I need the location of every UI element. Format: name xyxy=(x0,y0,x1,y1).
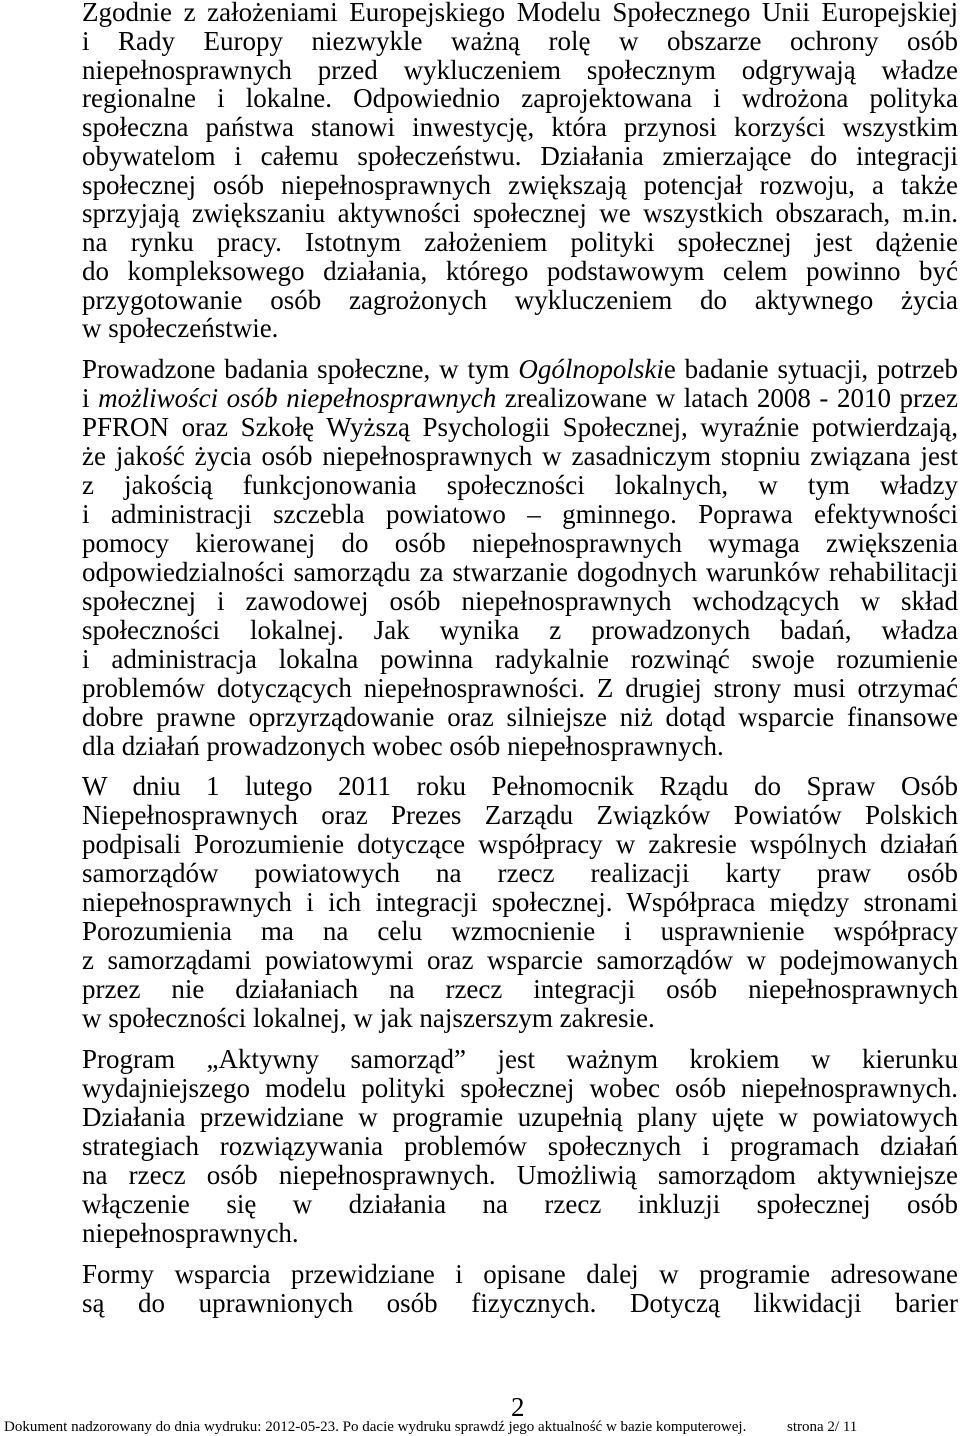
text-line: Porozumienia ma na celu wzmocnienie i usprawnienie współpracy xyxy=(82,916,958,946)
text-line: na rynku pracy. Istotnym założeniem polityki społecznej jest dążenie xyxy=(82,227,958,257)
footer xyxy=(0,1419,960,1436)
text-line: pomocy kierowanej do osób niepełnosprawnych wymaga zwiększenia xyxy=(82,528,958,558)
text-line: niepełnosprawnych przed wykluczeniem społecznym odgrywają władze xyxy=(82,54,958,85)
text-line: dobre prawne oprzyrządowanie oraz silniejsze niż dotąd wsparcie finansowe xyxy=(82,702,958,732)
text-run: e badanie sytuacji, potrzeb xyxy=(663,354,958,384)
text-line: W dniu 1 lutego 2011 roku Pełnomocnik Rządu do Spraw Osób xyxy=(82,771,958,801)
italic-text: Ogólnopolski xyxy=(518,354,664,384)
paragraph xyxy=(82,1260,958,1318)
text-line: społecznej osób niepełnosprawnych zwiększają potencjał rozwoju, a także xyxy=(82,169,958,200)
text-line: Zgodnie z założeniami Europejskiego Modelu Społecznego Unii Europejskiej xyxy=(82,0,958,27)
paragraph xyxy=(82,0,958,343)
paragraph xyxy=(82,772,958,1033)
text-line: dla działań prowadzonych wobec osób niepełnosprawnych. xyxy=(82,731,724,761)
text-run: i xyxy=(82,383,99,413)
text-line: niepełnosprawnych i ich integracji społecznej. Współpraca między stronami xyxy=(82,887,958,917)
text-line xyxy=(82,355,958,384)
text-line: na rzecz osób niepełnosprawnych. Umożliwią samorządom aktywniejsze xyxy=(82,1160,958,1190)
text-line: strategiach rozwiązywania problemów społecznych i programach działań xyxy=(82,1131,958,1161)
text-line: i administracji szczebla powiatowo – gminnego. Poprawa efektywności xyxy=(82,499,958,529)
text-line: do kompleksowego działania, którego podstawowym celem powinno być xyxy=(82,255,958,286)
text-line: przygotowanie osób zagrożonych wykluczeniem do aktywnego życia xyxy=(82,284,958,315)
text-line: i Rady Europy niezwykle ważną rolę w obszarze ochrony osób xyxy=(82,25,958,56)
text-line: wydajniejszego modelu polityki społecznej wobec osób niepełnosprawnych. xyxy=(82,1073,958,1103)
text-line: odpowiedzialności samorządu za stwarzanie dogodnych warunków rehabilitacji xyxy=(82,557,958,587)
footer-notice: Dokument nadzorowany do dnia wydruku: 2012-05-23. Po dacie wydruku sprawdź jego aktualność w bazie komputerowej. xyxy=(4,1419,747,1435)
text-line xyxy=(82,384,958,413)
text-line: Działania przewidziane w programie uzupełnią plany ujęte w powiatowych xyxy=(82,1102,958,1132)
italic-text: możliwości osób niepełnosprawnych xyxy=(98,383,497,413)
paragraph xyxy=(82,355,958,761)
text-line: włączenie się w działania na rzecz inkluzji społecznej osób xyxy=(82,1189,958,1219)
page-number: 2 xyxy=(511,1392,525,1422)
text-line: PFRON oraz Szkołę Wyższą Psychologii Społecznej, wyraźnie potwierdzają, xyxy=(82,412,958,442)
text-line: społeczności lokalnej. Jak wynika z prowadzonych badań, władza xyxy=(82,615,958,645)
text-line: z jakością funkcjonowania społeczności lokalnych, w tym władzy xyxy=(82,470,958,500)
text-line: przez nie działaniach na rzecz integracji osób niepełnosprawnych xyxy=(82,974,958,1004)
text-line: podpisali Porozumienie dotyczące współpracy w zakresie wspólnych działań xyxy=(82,829,958,859)
text-run: Prowadzone badania społeczne, w tym xyxy=(82,354,519,384)
text-line: Niepełnosprawnych oraz Prezes Zarządu Związków Powiatów Polskich xyxy=(82,800,958,830)
text-line: że jakość życia osób niepełnosprawnych w zasadniczym stopniu związana jest xyxy=(82,441,958,471)
text-line: są do uprawnionych osób fizycznych. Dotyczą likwidacji barier xyxy=(82,1288,958,1318)
text-line: w społeczności lokalnej, w jak najszerszym zakresie. xyxy=(82,1003,655,1033)
paragraph xyxy=(82,1045,958,1248)
text-line: samorządów powiatowych na rzecz realizacji karty praw osób xyxy=(82,858,958,888)
text-line: w społeczeństwie. xyxy=(82,313,279,344)
text-line: Program „Aktywny samorząd” jest ważnym krokiem w kierunku xyxy=(82,1044,958,1074)
text-line: obywatelom i całemu społeczeństwu. Działania zmierzające do integracji xyxy=(82,140,958,171)
text-line: regionalne i lokalne. Odpowiednio zaprojektowana i wdrożona polityka xyxy=(82,83,958,114)
text-line: społeczna państwa stanowi inwestycję, która przynosi korzyści wszystkim xyxy=(82,112,958,142)
text-line: społecznej i zawodowej osób niepełnosprawnych wchodzących w skład xyxy=(82,586,958,616)
text-line: problemów dotyczących niepełnosprawności. Z drugiej strony musi otrzymać xyxy=(82,673,958,703)
text-run: zrealizowane w latach 2008 - 2010 przez xyxy=(496,383,958,413)
footer-page-info: strona 2/ 11 xyxy=(787,1419,858,1435)
text-line: sprzyjają zwiększaniu aktywności społecznej we wszystkich obszarach, m.in. xyxy=(82,198,958,229)
text-line: i administracja lokalna powinna radykalnie rozwinąć swoje rozumienie xyxy=(82,644,958,674)
text-line: niepełnosprawnych. xyxy=(82,1218,299,1248)
text-line: z samorządami powiatowymi oraz wsparcie samorządów w podejmowanych xyxy=(82,945,958,975)
text-line: Formy wsparcia przewidziane i opisane dalej w programie adresowane xyxy=(82,1259,958,1289)
